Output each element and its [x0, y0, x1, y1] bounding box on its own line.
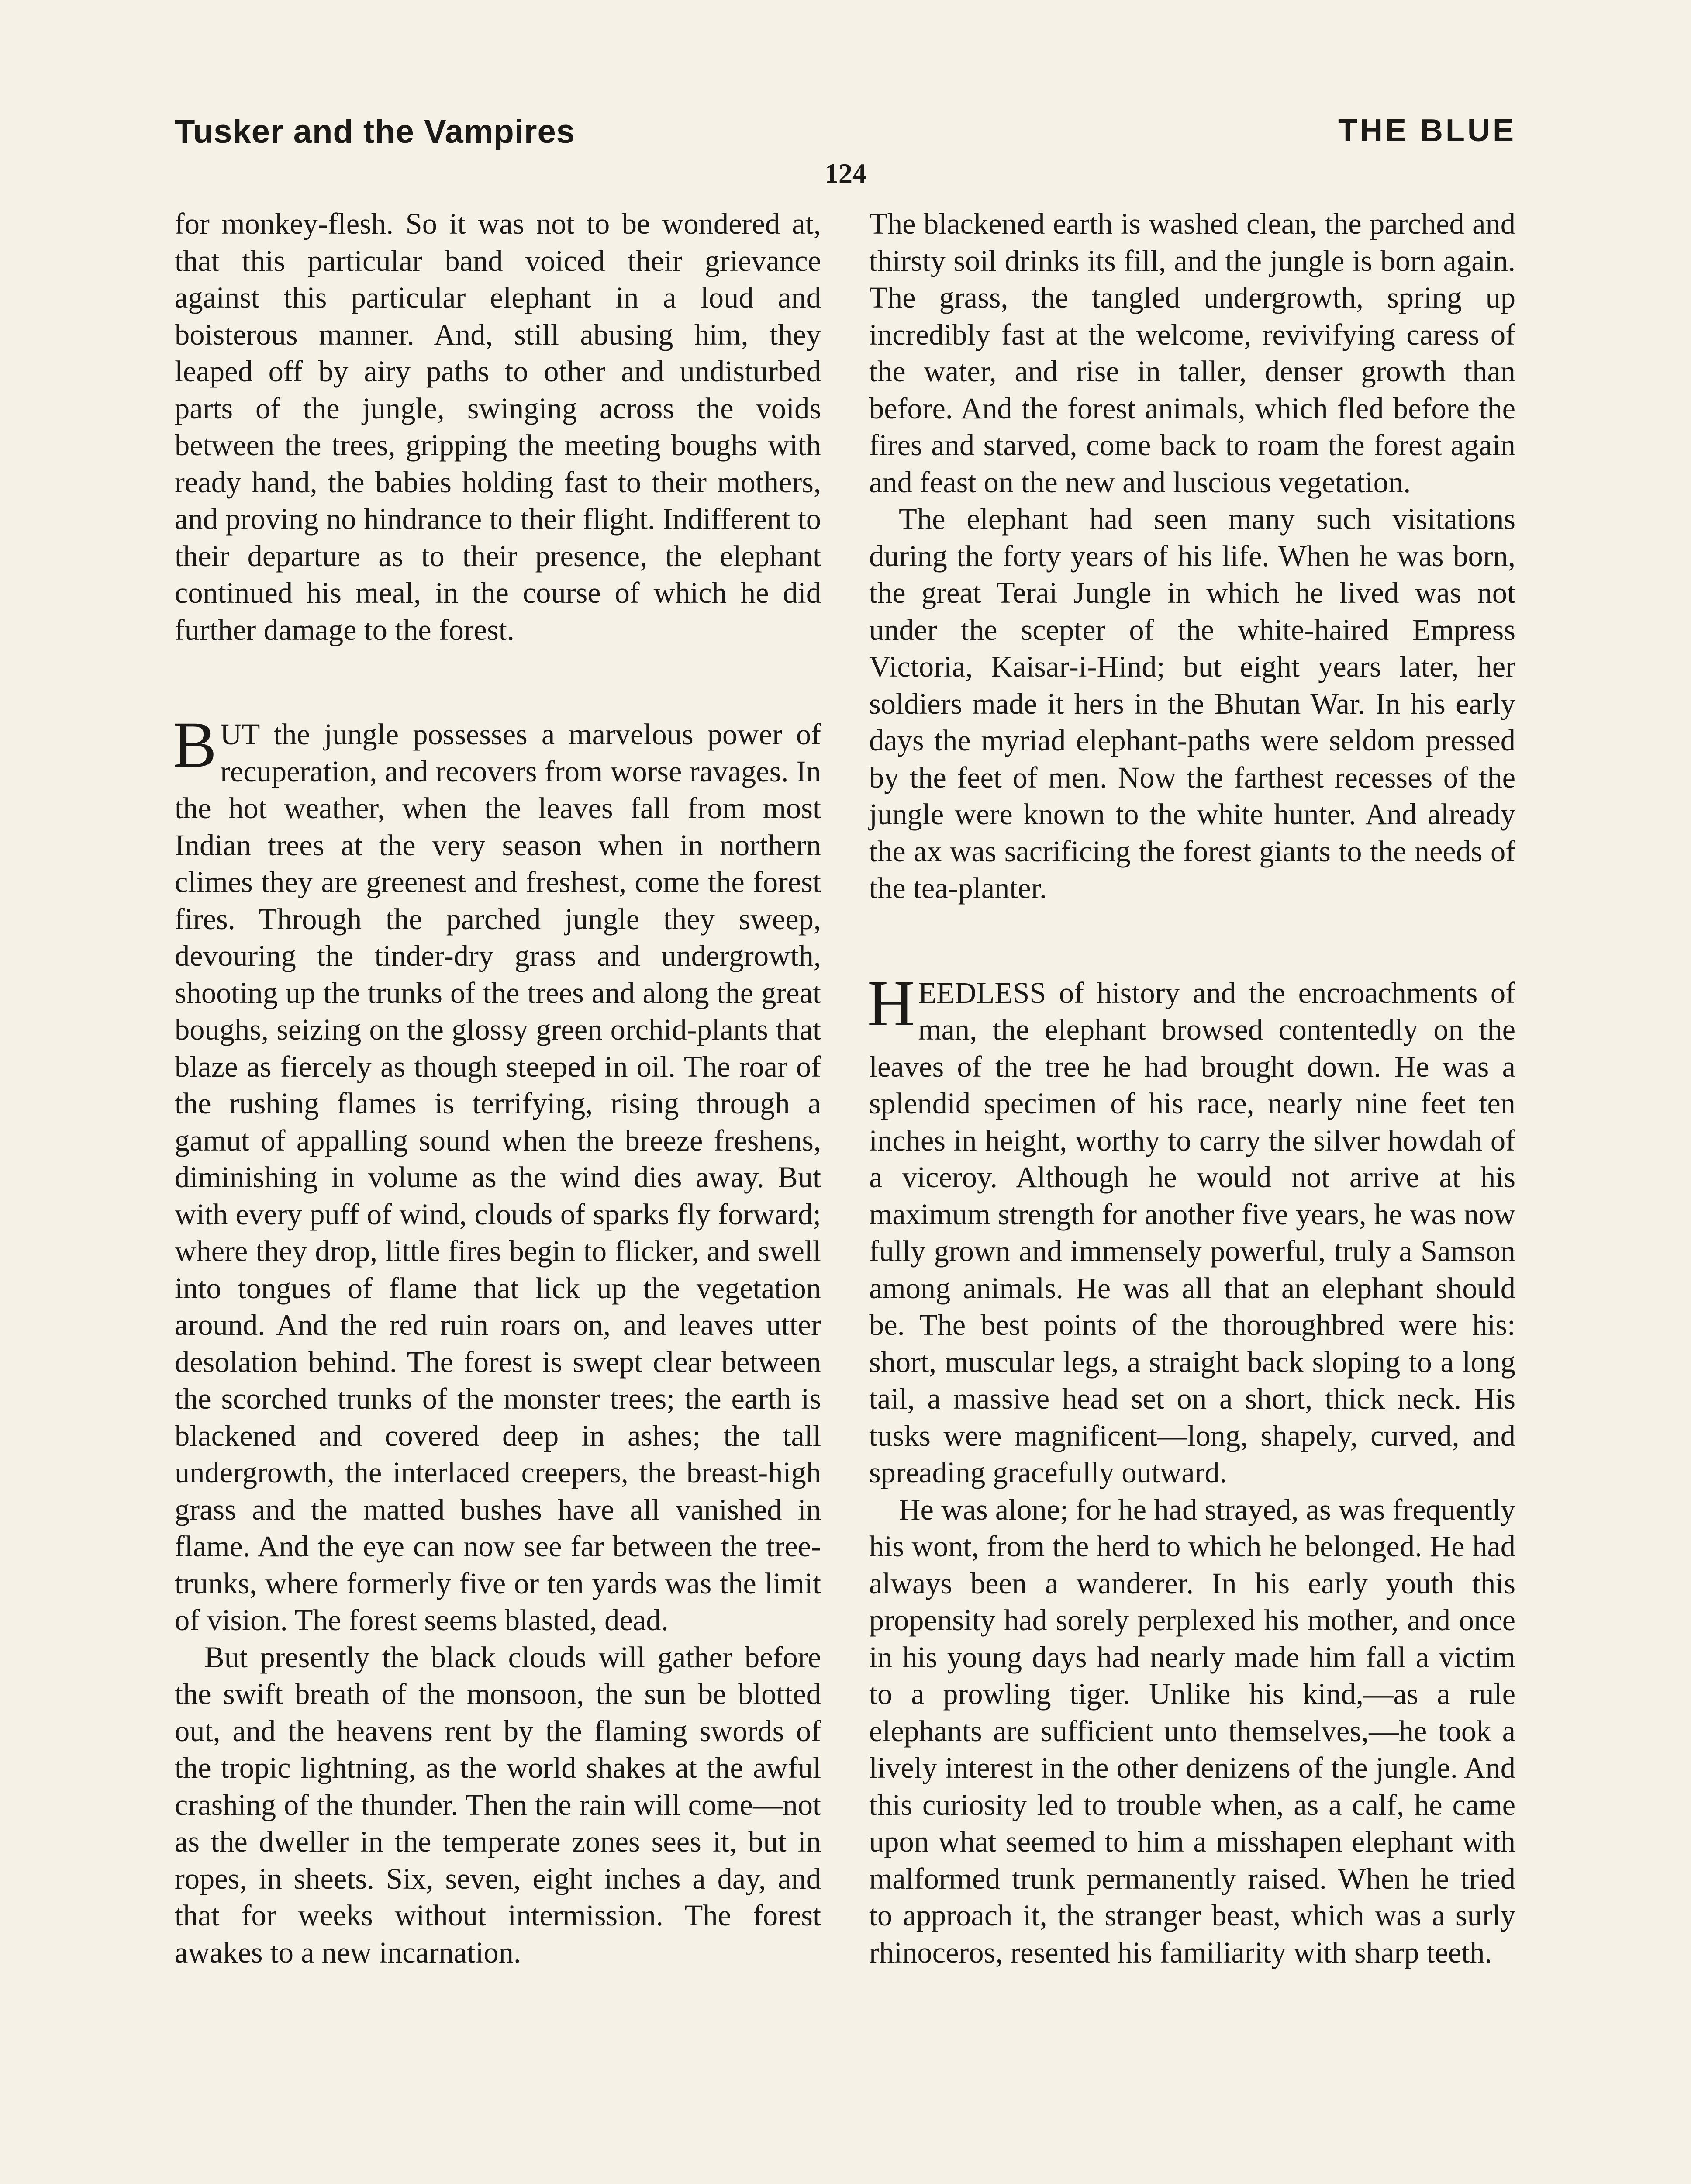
paragraph: The elephant had seen many such visitations during the forty years of his life. When he was born, the great Terai Jungle in which he lived was not under the scepter of the white-haired Empress Victoria, Kaisar-i-Hind; but eight years later, her soldiers made it hers in the Bhutan War. In his early days the myriad elephant-paths were seldom pressed by the feet of men. Now the farthest recesses of the jungle were known to the white hunter. And already the ax was sacrificing the forest giants to the needs of the tea-planter. — [869, 502, 1515, 905]
paragraph: He was alone; for he had strayed, as was frequently his wont, from the herd to which he belonged. He had always been a wanderer. In his early youth this propensity had sorely perplexed his mother, and once in his young days had nearly made him fall a victim to a prowling tiger. Unlike his kind,—as a rule elephants are sufficient unto themselves,—he took a lively interest in the other denizens of the jungle. And this curiosity led to trouble when, as a calf, he came upon what seemed to him a misshapen elephant with malformed trunk permanently raised. When he tried to approach it, the stranger beast, which was a surly rhinoceros, resented his familiarity with sharp teeth. — [869, 1493, 1515, 1969]
left-column — [175, 205, 821, 1971]
drop-cap: B — [173, 708, 217, 781]
paragraph-text: UT the jungle possesses a marvelous power of recuperation, and recovers from worse ravages. In the hot weather, when the leaves fall from most Indian trees at the very season when in northern climes they are greenest and freshest, come the forest fires. Through the parched jungle they sweep, devouring the tinder-dry grass and undergrowth, shooting up the trunks of the trees and along the great boughs, seizing on the glossy green orchid-plants that blaze as fiercely as though steeped in oil. The roar of the rushing flames is terrifying, rising through a gamut of appalling sound when the breeze freshens, diminishing in volume as the wind dies away. But with every puff of wind, clouds of sparks fly forward; where they drop, little fires begin to flicker, and swell into tongues of flame that lick up the vegetation around. And the red ruin roars on, and leaves utter desolation behind. The forest is swept clear between the scorched trunks of the monster trees; the earth is blackened and covered deep in ashes; the tall undergrowth, the interlaced creepers, the breast-high grass and the matted bushes have all vanished in flame. And the eye can now see far between the tree-trunks, where formerly five or ten yards was the limit of vision. The forest seems blasted, dead. — [175, 718, 821, 1637]
drop-cap: H — [867, 967, 915, 1040]
right-column — [869, 205, 1515, 1971]
section-break — [175, 648, 821, 716]
paragraph: The blackened earth is washed clean, the parched and thirsty soil drinks its fill, and the jungle is born again. The grass, the tangled undergrowth, spring up incredibly fast at the welcome, revivifying caress of the water, and rise in taller, denser growth than before. And the forest animals, which fled before the fires and starved, come back to roam the forest again and feast on the new and luscious vegetation. — [869, 207, 1515, 499]
paragraph: But presently the black clouds will gather before the swift breath of the monsoon, the sun be blotted out, and the heavens rent by the flaming swords of the tropic lightning, as the world shakes at the awful crashing of the thunder. Then the rain will come—not as the dweller in the temperate zones sees it, but in ropes, in sheets. Six, seven, eight inches a day, and that for weeks without intermission. The forest awakes to a new incarnation. — [175, 1640, 821, 1969]
paragraph-text: EEDLESS of history and the encroachments of man, the elephant browsed contentedly on the leaves of the tree he had brought down. He was a splendid specimen of his race, nearly nine feet ten inches in height, worthy to carry the silver howdah of a viceroy. Although he would not arrive at his maximum strength for another five years, he was now fully grown and immensely powerful, truly a Samson among animals. He was all that an elephant should be. The best points of the thoroughbred were his: short, muscular legs, a straight back sloping to a long tail, a massive head set on a short, thick neck. His tusks were magnificent—long, shapely, curved, and spreading gracefully outward. — [869, 976, 1515, 1489]
page-number: 124 — [825, 158, 866, 189]
section-break — [869, 907, 1515, 975]
paragraph-dropcap — [867, 967, 1515, 1491]
story-title: Tusker and the Vampires — [175, 113, 576, 150]
paragraph: for monkey-flesh. So it was not to be wondered at, that this particular band voiced their grievance against this particular elephant in a loud and boisterous manner. And, still abusing him, they leaped off by airy paths to other and undisturbed parts of the jungle, swinging across the voids between the trees, gripping the meeting boughs with ready hand, the babies holding fast to their mothers, and proving no hindrance to their flight. Indifferent to their departure as to their presence, the elephant continued his meal, in the course of which he did further damage to the forest. — [175, 207, 821, 646]
paragraph-dropcap — [173, 708, 821, 1639]
magazine-name: THE BLUE — [1338, 113, 1516, 148]
